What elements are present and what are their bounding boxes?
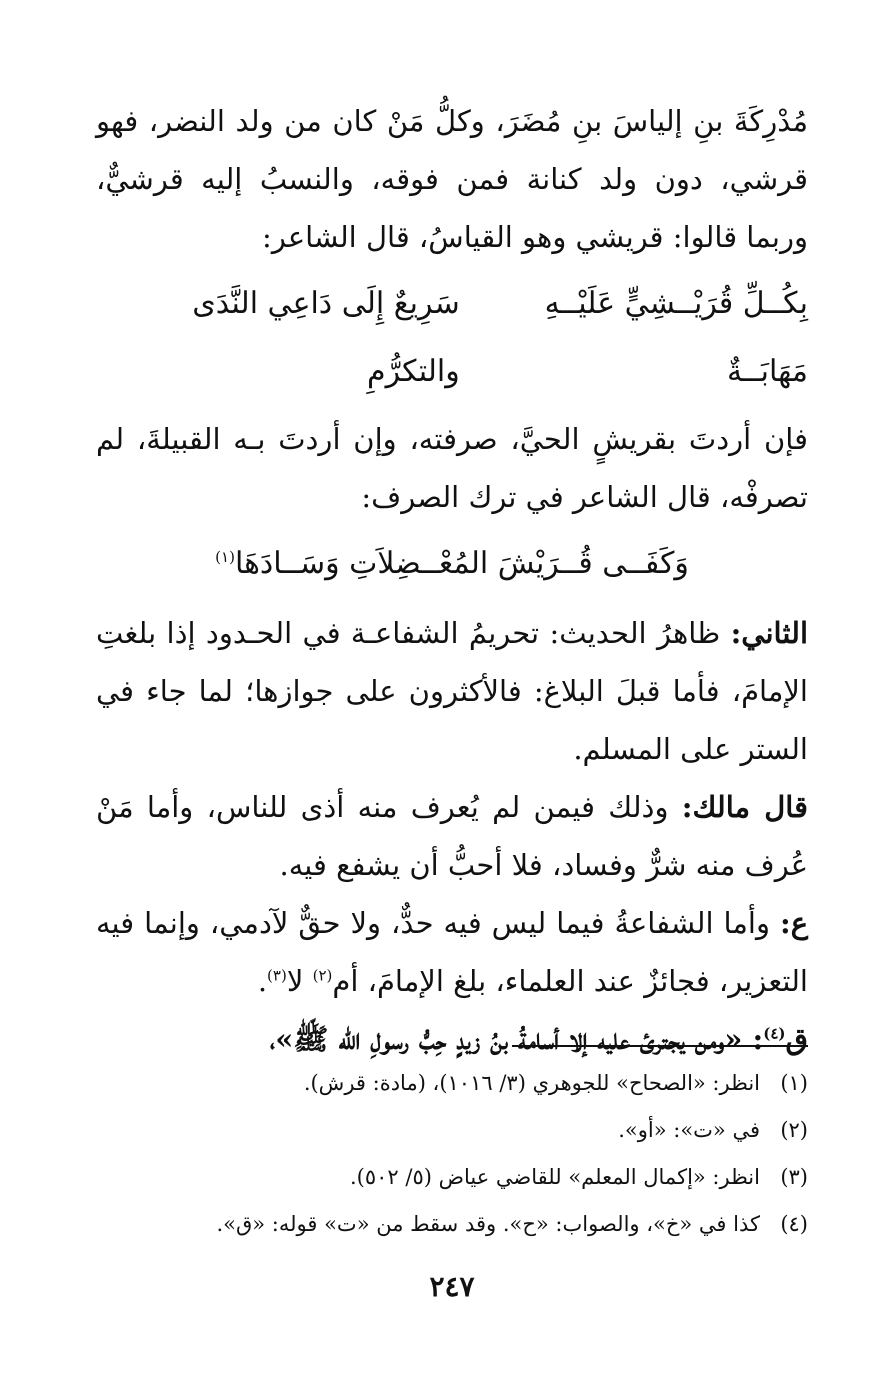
footnote-2	[96, 1107, 808, 1154]
footnote-3-text: انظر: «إكمال المعلم» للقاضي عياض (٥/ ٥٠٢).	[349, 1165, 760, 1189]
paragraph-3	[96, 604, 808, 778]
footnote-ref-4[interactable]: (٤)	[763, 1024, 786, 1043]
paragraph-2	[96, 410, 808, 526]
verse-first-hemistich: بِكُــلِّ قُرَيْــشِيٍّ عَلَيْــهِ مَهَابَــةٌ	[544, 286, 808, 389]
paragraph-5	[96, 894, 808, 1010]
footnote-ref-3[interactable]: (٣)	[267, 966, 287, 985]
paragraph-4	[96, 778, 808, 894]
footnote-3	[96, 1154, 808, 1201]
verse-line-text: وَكَفَــى قُــرَيْشَ المُعْــضِلاَتِ وَسَــادَهَا	[234, 546, 689, 581]
footnote-1-number: (١)	[780, 1071, 808, 1095]
paragraph-5-text-a: وأما الشفاعةُ فيما ليس فيه حدٌّ، ولا حقٌّ لآدمي، وإنما فيه التعزير، فجائزٌ عند العلماء، بلغ الإمامَ، أم	[96, 906, 808, 998]
footnote-ref-2[interactable]: (٢)	[312, 966, 333, 985]
footnote-divider	[512, 1045, 808, 1047]
paragraph-4-text: وذلك فيمن لم يُعرف منه أذى للناس، وأما مَنْ عُرف منه شرٌّ وفساد، فلا أحبُّ أن يشفع فيه.	[96, 790, 808, 882]
book-page	[96, 92, 808, 1352]
footnote-4-text: كذا في «خ»، والصواب: «ح». وقد سقط من «ت» قوله: «ق».	[216, 1212, 760, 1236]
paragraph-1-text: مُدْرِكَةَ بنِ إلياسَ بنِ مُضَرَ، وكلُّ مَنْ كان من ولد النضر، فهو قرشي، دون ولد كنانة فمن فوقه، والنسبُ إليه قرشيٌّ، وربما قالوا: قريشي وهو القياسُ، قال الشاعر:	[96, 104, 808, 254]
footnotes-list	[96, 1060, 808, 1248]
paragraph-6-text-b: : «ومن يجترئ عليه إلا أسامةُ بنُ زيدٍ حِبُّ رسولِ الله ﷺ»،	[269, 1022, 764, 1056]
paragraph-5-text-b: لا	[286, 964, 313, 998]
page-number: ٢٤٧	[429, 1270, 475, 1303]
footnote-4-number: (٤)	[780, 1212, 808, 1236]
footnote-ref-1[interactable]: (١)	[215, 548, 235, 566]
footnote-1-text: انظر: «الصحاح» للجوهري (٣/ ١٠١٦)، (مادة: قرش).	[303, 1071, 760, 1095]
paragraph-6-text-a: ق	[785, 1022, 808, 1056]
verse-couplet	[96, 270, 808, 406]
footnote-3-number: (٣)	[780, 1165, 808, 1189]
paragraph-5-lead: ع:	[780, 906, 809, 940]
footnote-2-number: (٢)	[780, 1118, 808, 1142]
paragraph-1	[96, 92, 808, 266]
footnote-2-text: في «ت»: «أو».	[618, 1118, 760, 1142]
paragraph-3-text: ظاهرُ الحديث: تحريمُ الشفاعـة في الحـدود إذا بلغتِ الإمامَ، فأما قبلَ البلاغ: فالأكثرون على جوازها؛ لما جاء في الستر على المسلم.	[96, 616, 808, 766]
footnote-1	[96, 1060, 808, 1107]
verse-second-hemistich: سَرِيعٌ إِلَى دَاعِي النَّدَى والتكرُّمِ	[192, 286, 460, 389]
paragraph-5-end: .	[257, 964, 268, 998]
verse-line	[96, 530, 808, 598]
paragraph-3-lead: الثاني:	[730, 616, 809, 650]
footnote-4	[96, 1201, 808, 1248]
paragraph-4-lead: قال مالك:	[681, 790, 809, 824]
paragraph-2-text: فإن أردتَ بقريشٍ الحيَّ، صرفته، وإن أردتَ بـه القبيلةَ، لم تصرفْه، قال الشاعر في ترك الصرف:	[96, 422, 808, 514]
